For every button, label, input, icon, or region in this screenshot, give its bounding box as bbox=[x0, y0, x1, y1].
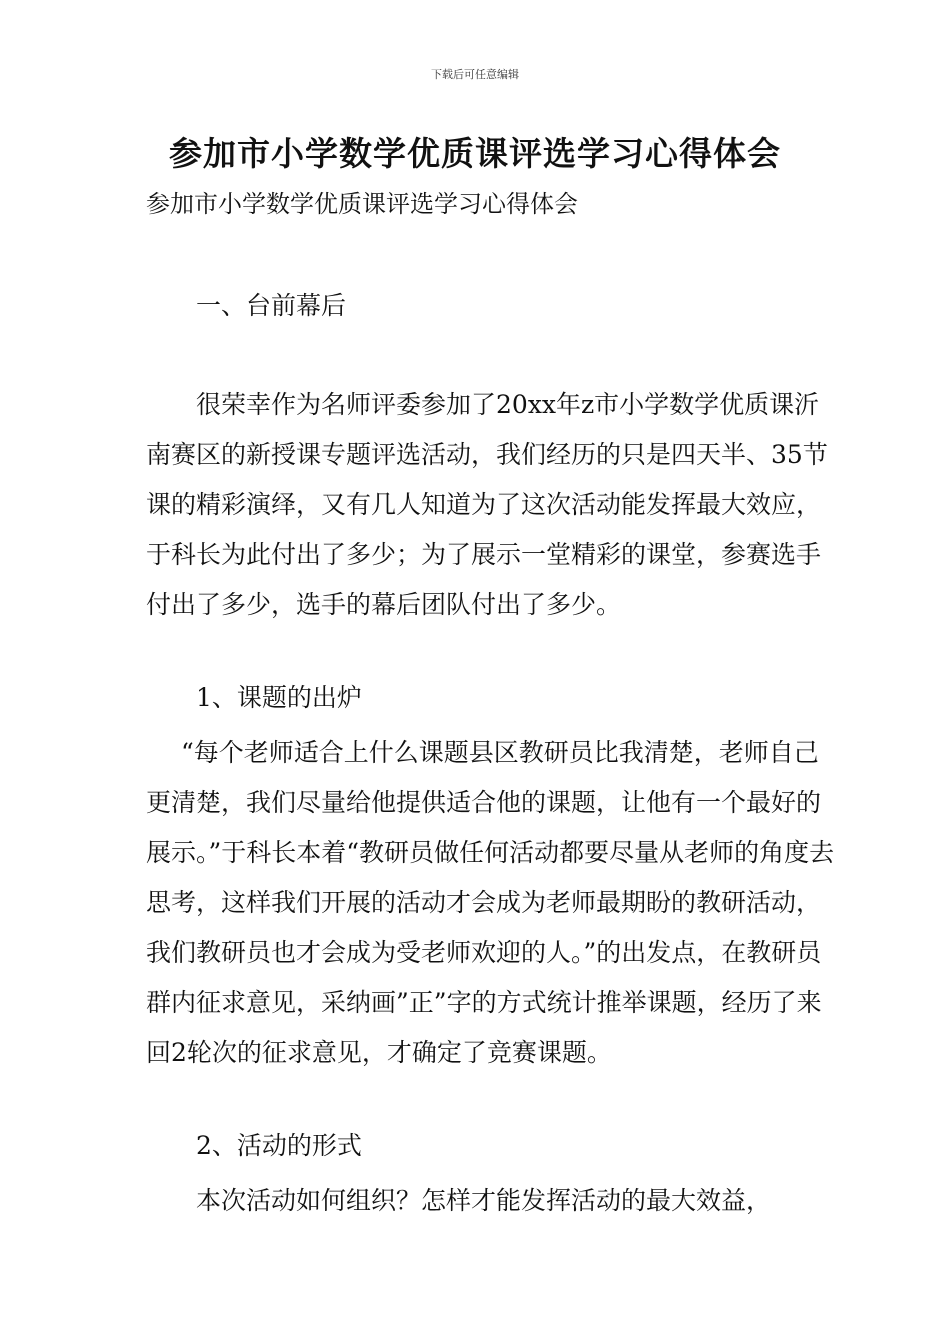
document-title: 参加市小学数学优质课评选学习心得体会 bbox=[169, 134, 781, 173]
document-subtitle: 参加市小学数学优质课评选学习心得体会 bbox=[146, 190, 578, 218]
paragraph-2: “每个老师适合上什么课题县区教研员比我清楚，老师自己更清楚，我们尽量给他提供适合他的课题，让他有一个最好的展示。”于科长本着“教研员做任何活动都要尽量从老师的角度去思考，这样我们开展的活动才会成为老师最期盼的教研活动，我们教研员也才会成为受老师欢迎的人。”的出发点，在教研员群内征求意见，采纳画”正”字的方式统计推举课题，经历了来回2轮次的征求意见，才确定了竞赛课题。 bbox=[146, 738, 835, 1067]
paragraph-1: 很荣幸作为名师评委参加了20xx年z市小学数学优质课沂南赛区的新授课专题评选活动，我们经历的只是四天半、35节课的精彩演绎，又有几人知道为了这次活动能发挥最大效应，于科长为此付出了多少；为了展示一堂精彩的课堂，参赛选手付出了多少，选手的幕后团队付出了多少。 bbox=[146, 390, 828, 619]
subheading-1: 1、课题的出炉 bbox=[196, 683, 362, 712]
paragraph-3: 本次活动如何组织？怎样才能发挥活动的最大效益， bbox=[196, 1186, 772, 1215]
subheading-2: 2、活动的形式 bbox=[196, 1131, 362, 1160]
section-heading: 一、台前幕后 bbox=[196, 291, 347, 320]
header-note: 下载后可任意编辑 bbox=[431, 68, 519, 81]
